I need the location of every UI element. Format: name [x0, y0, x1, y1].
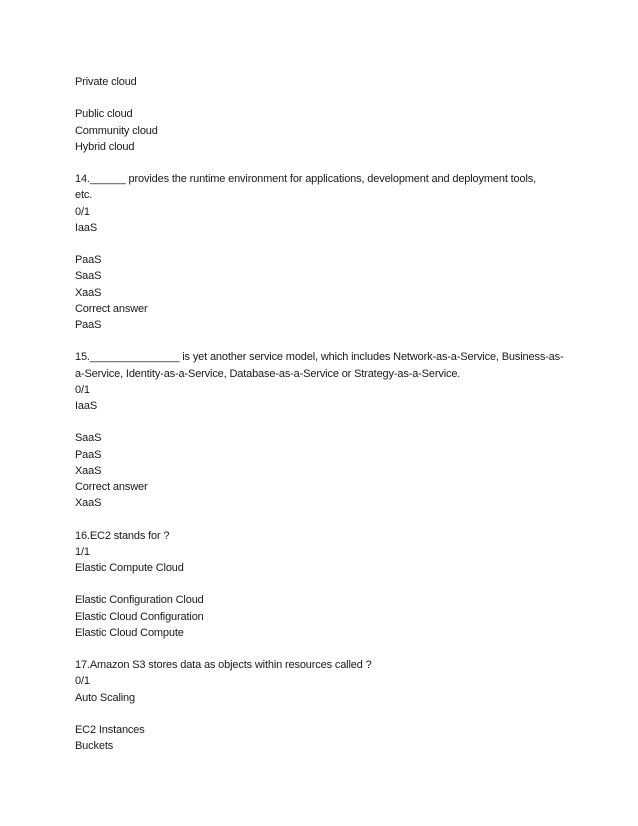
text-line: Correct answer [75, 481, 148, 493]
text-line: Public cloud [75, 108, 133, 121]
text-line: etc. [75, 189, 93, 202]
paragraph-gap [75, 236, 575, 252]
text-line: PaaS [75, 319, 102, 331]
paragraph-gap [75, 576, 575, 592]
text-line: XaaS [75, 497, 102, 510]
text-line: PaaS [75, 448, 102, 461]
text-line: Elastic Cloud Compute [75, 626, 184, 639]
text-line: Elastic Compute Cloud [75, 562, 184, 574]
text-line: SaaS [75, 270, 102, 283]
text-line: 0/1 [75, 383, 90, 396]
text-line: Hybrid cloud [75, 140, 135, 153]
text-line: EC2 Instances [75, 723, 145, 736]
text-line: Elastic Configuration Cloud [75, 594, 204, 607]
text-line: Elastic Cloud Configuration [75, 610, 204, 623]
paragraph-gap [75, 155, 575, 171]
text-line: 15._______________ is yet another service model, which includes Network-as-a-Service, Business-as- [75, 351, 564, 364]
text-line: SaaS [75, 432, 102, 445]
paragraph-gap [75, 706, 575, 722]
paragraph-gap [75, 511, 575, 527]
paragraph-gap [75, 333, 575, 349]
text-line: Private cloud [75, 76, 137, 88]
text-line: 14.______ provides the runtime environment for applications, development and deployment tools, [75, 173, 537, 186]
text-line: Correct answer [75, 302, 148, 315]
document-body [75, 74, 575, 754]
text-line: 16.EC2 stands for ? [75, 529, 170, 542]
text-line: Community cloud [75, 124, 158, 137]
text-line: XaaS [75, 286, 102, 299]
text-line: Auto Scaling [75, 691, 135, 704]
text-line: 0/1 [75, 205, 90, 218]
text-line: a-Service, Identity-as-a-Service, Database-as-a-Service or Strategy-as-a-Service. [75, 367, 461, 380]
text-line: 0/1 [75, 675, 90, 688]
text-line: Buckets [75, 740, 114, 753]
text-line: PaaS [75, 254, 102, 267]
text-line: IaaS [75, 400, 98, 412]
text-line: IaaS [75, 221, 98, 234]
paragraph-gap [75, 90, 575, 106]
text-line: 17.Amazon S3 stores data as objects within resources called ? [75, 659, 372, 672]
text-line: 1/1 [75, 545, 90, 558]
text-line: XaaS [75, 464, 102, 477]
paragraph-gap [75, 414, 575, 430]
paragraph-gap [75, 641, 575, 657]
